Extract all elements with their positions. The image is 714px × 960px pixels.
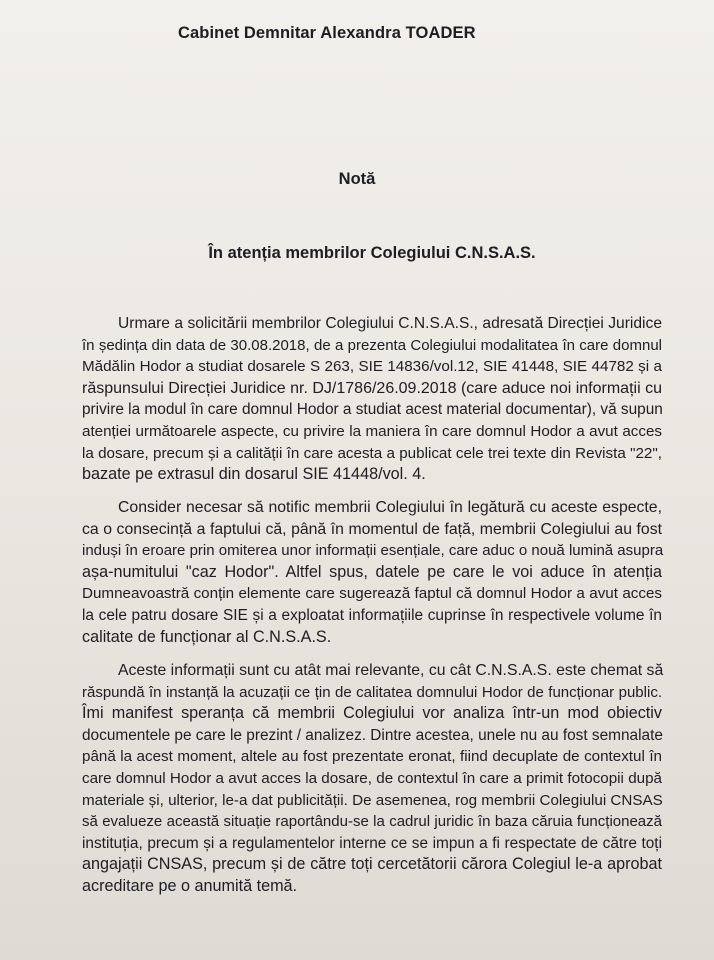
paragraph-line: angajații CNSAS, precum și de către toți cercetătorii cărora Colegiul le-a aprobat	[82, 855, 662, 874]
paragraph-line: la cele patru dosare SIE și a exploatat informațiile cuprinse în respectivele volume în	[82, 606, 662, 624]
paragraph-line: să evalueze această situație raportându-se la cadrul juridic în baza căruia funcționează	[82, 813, 662, 831]
paragraph-line: Urmare a solicitării membrilor Colegiului C.N.S.A.S., adresată Direcției Juridice	[118, 315, 662, 332]
paragraph-line: Aceste informații sunt cu atât mai relevante, cu cât C.N.S.A.S. este chemat să	[118, 662, 664, 679]
document-title: Notă	[338, 170, 376, 188]
paragraph-line: calitate de funcționar al C.N.S.A.S.	[82, 627, 332, 646]
paragraph-line: Îmi manifest speranța că membrii Colegiului vor analiza într-un mod obiectiv	[82, 704, 662, 723]
paragraph-line: în ședința din data de 30.08.2018, de a prezenta Colegiului modalitatea în care domnul	[82, 336, 662, 354]
paragraph-line: instituția, precum și a regulamentelor interne ce se impun a fi respectate de către toți	[82, 834, 662, 852]
paragraph-2	[82, 497, 662, 648]
paragraph-line: la dosare, precum și a calității în care acesta a publicat cele trei texte din Revista "22",	[82, 444, 662, 462]
paragraph-line: Mădălin Hodor a studiat dosarele S 263, SIE 14836/vol.12, SIE 41448, SIE 44782 și a	[82, 358, 662, 376]
paragraph-line: așa-numitului "caz Hodor". Altfel spus, datele pe care le voi aduce în atenția	[82, 562, 662, 581]
paragraph-line: bazate pe extrasul din dosarul SIE 41448/vol. 4.	[82, 465, 426, 484]
paragraph-line: Consider necesar să notific membrii Colegiului în legătură cu aceste especte,	[118, 499, 662, 516]
paragraph-line: răspundă în instanță la acuzații ce țin de calitatea domnului Hodor de funcționar public.	[82, 683, 662, 701]
paragraph-line: până la acest moment, altele au fost prezentate eronat, fiind decuplate de contextul în	[82, 748, 662, 766]
paragraph-line: acreditare pe o anumită temă.	[82, 876, 298, 895]
document-subtitle: În atenția membrilor Colegiului C.N.S.A.S.	[208, 244, 536, 262]
paragraph-line: ca o consecință a faptului că, până în momentul de față, membrii Colegiului au fost	[82, 520, 662, 538]
paragraph-line: Dumneavoastră conțin elemente care sugerează faptul că domnul Hodor a avut acces	[82, 585, 662, 603]
document-header: Cabinet Demnitar Alexandra TOADER	[178, 24, 476, 42]
paragraph-1	[82, 313, 662, 486]
paragraph-3	[82, 660, 662, 898]
paragraph-line: atenției următoarele aspecte, cu privire la maniera în care domnul Hodor a avut acces	[82, 422, 662, 440]
paragraph-line: documentele pe care le prezint / analizez. Dintre acestea, unele nu au fost semnalate	[82, 726, 663, 744]
paragraph-line: care domnul Hodor a avut acces la dosare, de contextul în care a primit fotocopii după	[82, 769, 662, 787]
paragraph-line: induși în eroare prin omiterea unor informații esențiale, care aduc o nouă lumină asupra	[82, 542, 664, 560]
paragraph-line: răspunsului Direcției Juridice nr. DJ/1786/26.09.2018 (care aduce noi informații cu	[82, 379, 662, 397]
paragraph-line: privire la modul în care domnul Hodor a studiat acest material documentar), vă supun	[82, 401, 663, 419]
paragraph-line: materiale și, ulterior, le-a dat publicității. De asemenea, rog membrii Colegiului CNSAS	[82, 791, 663, 809]
